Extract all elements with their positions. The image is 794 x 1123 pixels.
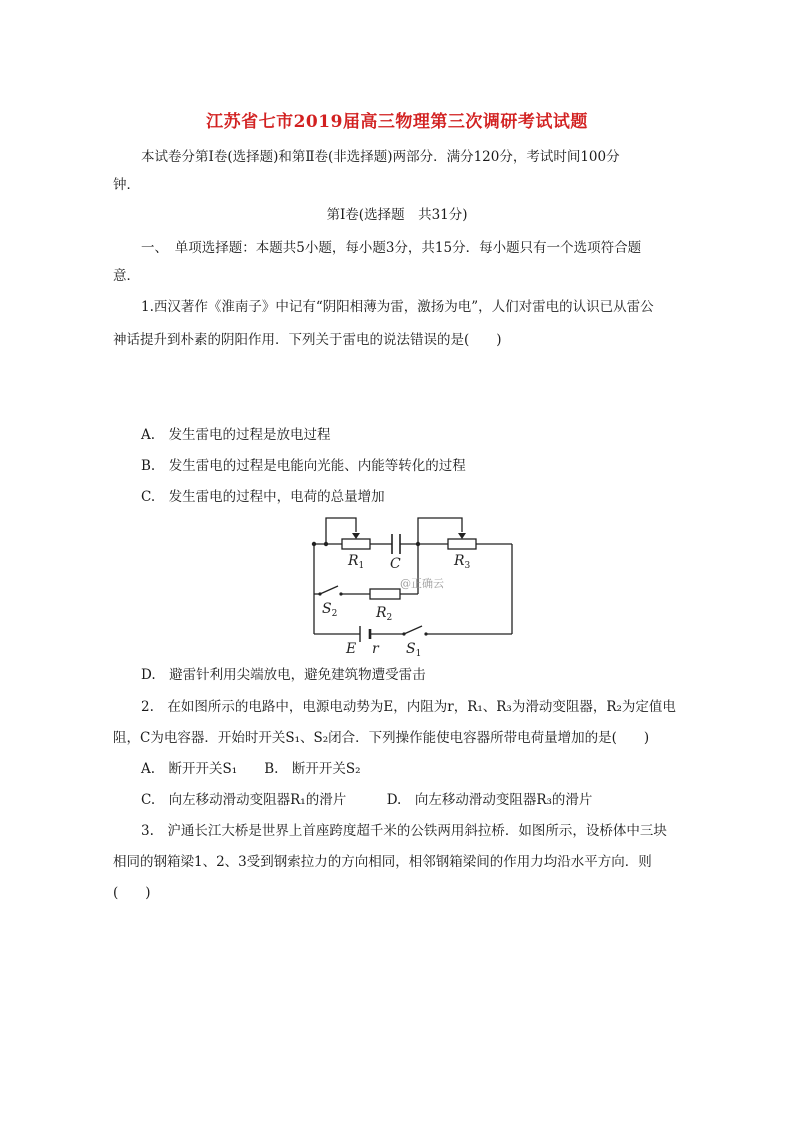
slider-arrow-r3	[458, 533, 466, 539]
question-1-line-1: 1.西汉著作《淮南子》中记有“阴阳相薄为雷，激扬为电”，人们对雷电的认识已从雷公	[141, 299, 654, 315]
question-3-line-1: 3. 沪通长江大桥是世界上首座跨度超千米的公铁两用斜拉桥．如图所示，设桥体中三块	[141, 823, 667, 839]
question-2-options-row-1: A. 断开开关S₁ B. 断开开关S₂	[141, 761, 361, 777]
question-1-line-2: 神话提升到朴素的阴阳作用．下列关于雷电的说法错误的是( )	[113, 332, 502, 348]
switch-contact	[402, 632, 405, 635]
question-1-option-a: A. 发生雷电的过程是放电过程	[141, 427, 331, 443]
label-e: E	[346, 641, 357, 657]
switch-contact	[339, 592, 342, 595]
question-3-line-3: ( )	[113, 885, 151, 901]
resistor-r3	[448, 539, 476, 549]
junction-dot	[324, 542, 328, 546]
question-1-option-d: D. 避雷针利用尖端放电，避免建筑物遭受雷击	[141, 667, 426, 683]
switch-contact	[424, 632, 427, 635]
circuit-diagram	[308, 512, 518, 662]
page-title: 江苏省七市2019届高三物理第三次调研考试试题	[206, 112, 588, 132]
label-r: r	[372, 641, 379, 657]
question-1-option-c: C. 发生雷电的过程中，电荷的总量增加	[141, 489, 385, 505]
label-r1: $R_1$	[348, 553, 365, 571]
junction-dot	[312, 542, 316, 546]
label-r3: $R_3$	[454, 553, 471, 571]
slider-arrow-r1	[352, 533, 360, 539]
question-2-line-1: 2. 在如图所示的电路中，电源电动势为E，内阻为r，R₁、R₃为滑动变阻器，R₂为定值电	[141, 699, 676, 715]
label-r2: $R_2$	[376, 605, 393, 623]
question-3-line-2: 相同的钢箱梁1、2、3受到钢索拉力的方向相同，相邻钢箱梁间的作用力均沿水平方向．则	[113, 854, 652, 870]
resistor-r1	[342, 539, 370, 549]
junction-dot	[416, 542, 420, 546]
intro-line-2: 钟．	[113, 177, 140, 193]
intro-line-1: 本试卷分第Ⅰ卷(选择题)和第Ⅱ卷(非选择题)两部分．满分120分，考试时间100分	[141, 149, 620, 165]
label-s2: $S_2$	[322, 601, 338, 619]
instructions-line-1: 一、 单项选择题：本题共5小题，每小题3分，共15分．每小题只有一个选项符合题	[141, 240, 642, 256]
resistor-r2	[370, 589, 400, 599]
section-heading: 第Ⅰ卷(选择题 共31分)	[326, 207, 468, 223]
label-s1: $S_1$	[406, 641, 422, 659]
instructions-line-2: 意．	[113, 268, 140, 284]
watermark: @正确云	[400, 577, 444, 590]
switch-contact	[318, 592, 321, 595]
label-c: C	[390, 556, 401, 572]
question-2-line-2: 阻，C为电容器．开始时开关S₁、S₂闭合．下列操作能使电容器所带电荷量增加的是( )	[113, 730, 650, 746]
question-2-options-row-2: C. 向左移动滑动变阻器R₁的滑片 D. 向左移动滑动变阻器R₃的滑片	[141, 792, 593, 808]
question-1-option-b: B. 发生雷电的过程是电能向光能、内能等转化的过程	[141, 458, 466, 474]
